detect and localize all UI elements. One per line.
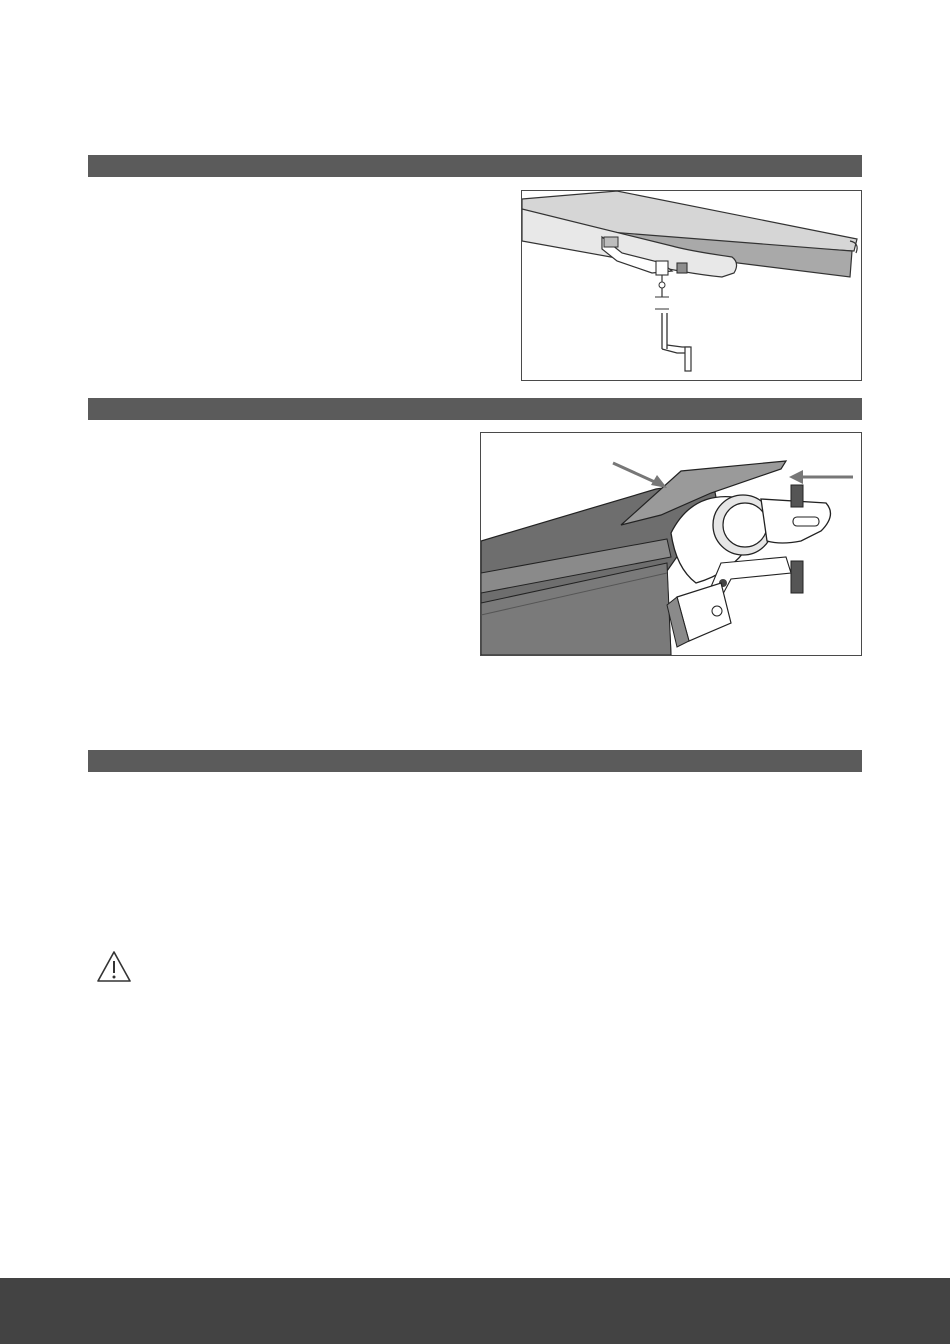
awning-crank-illustration — [522, 191, 861, 380]
warning-triangle-icon — [96, 950, 132, 984]
footer-band — [0, 1278, 950, 1344]
section-header-bar-2 — [88, 398, 862, 420]
awning-bracket-illustration — [481, 433, 861, 655]
section-header-bar-3 — [88, 750, 862, 772]
figure-awning-bracket — [480, 432, 862, 656]
section-header-bar-1 — [88, 155, 862, 177]
figure-awning-crank — [521, 190, 862, 381]
